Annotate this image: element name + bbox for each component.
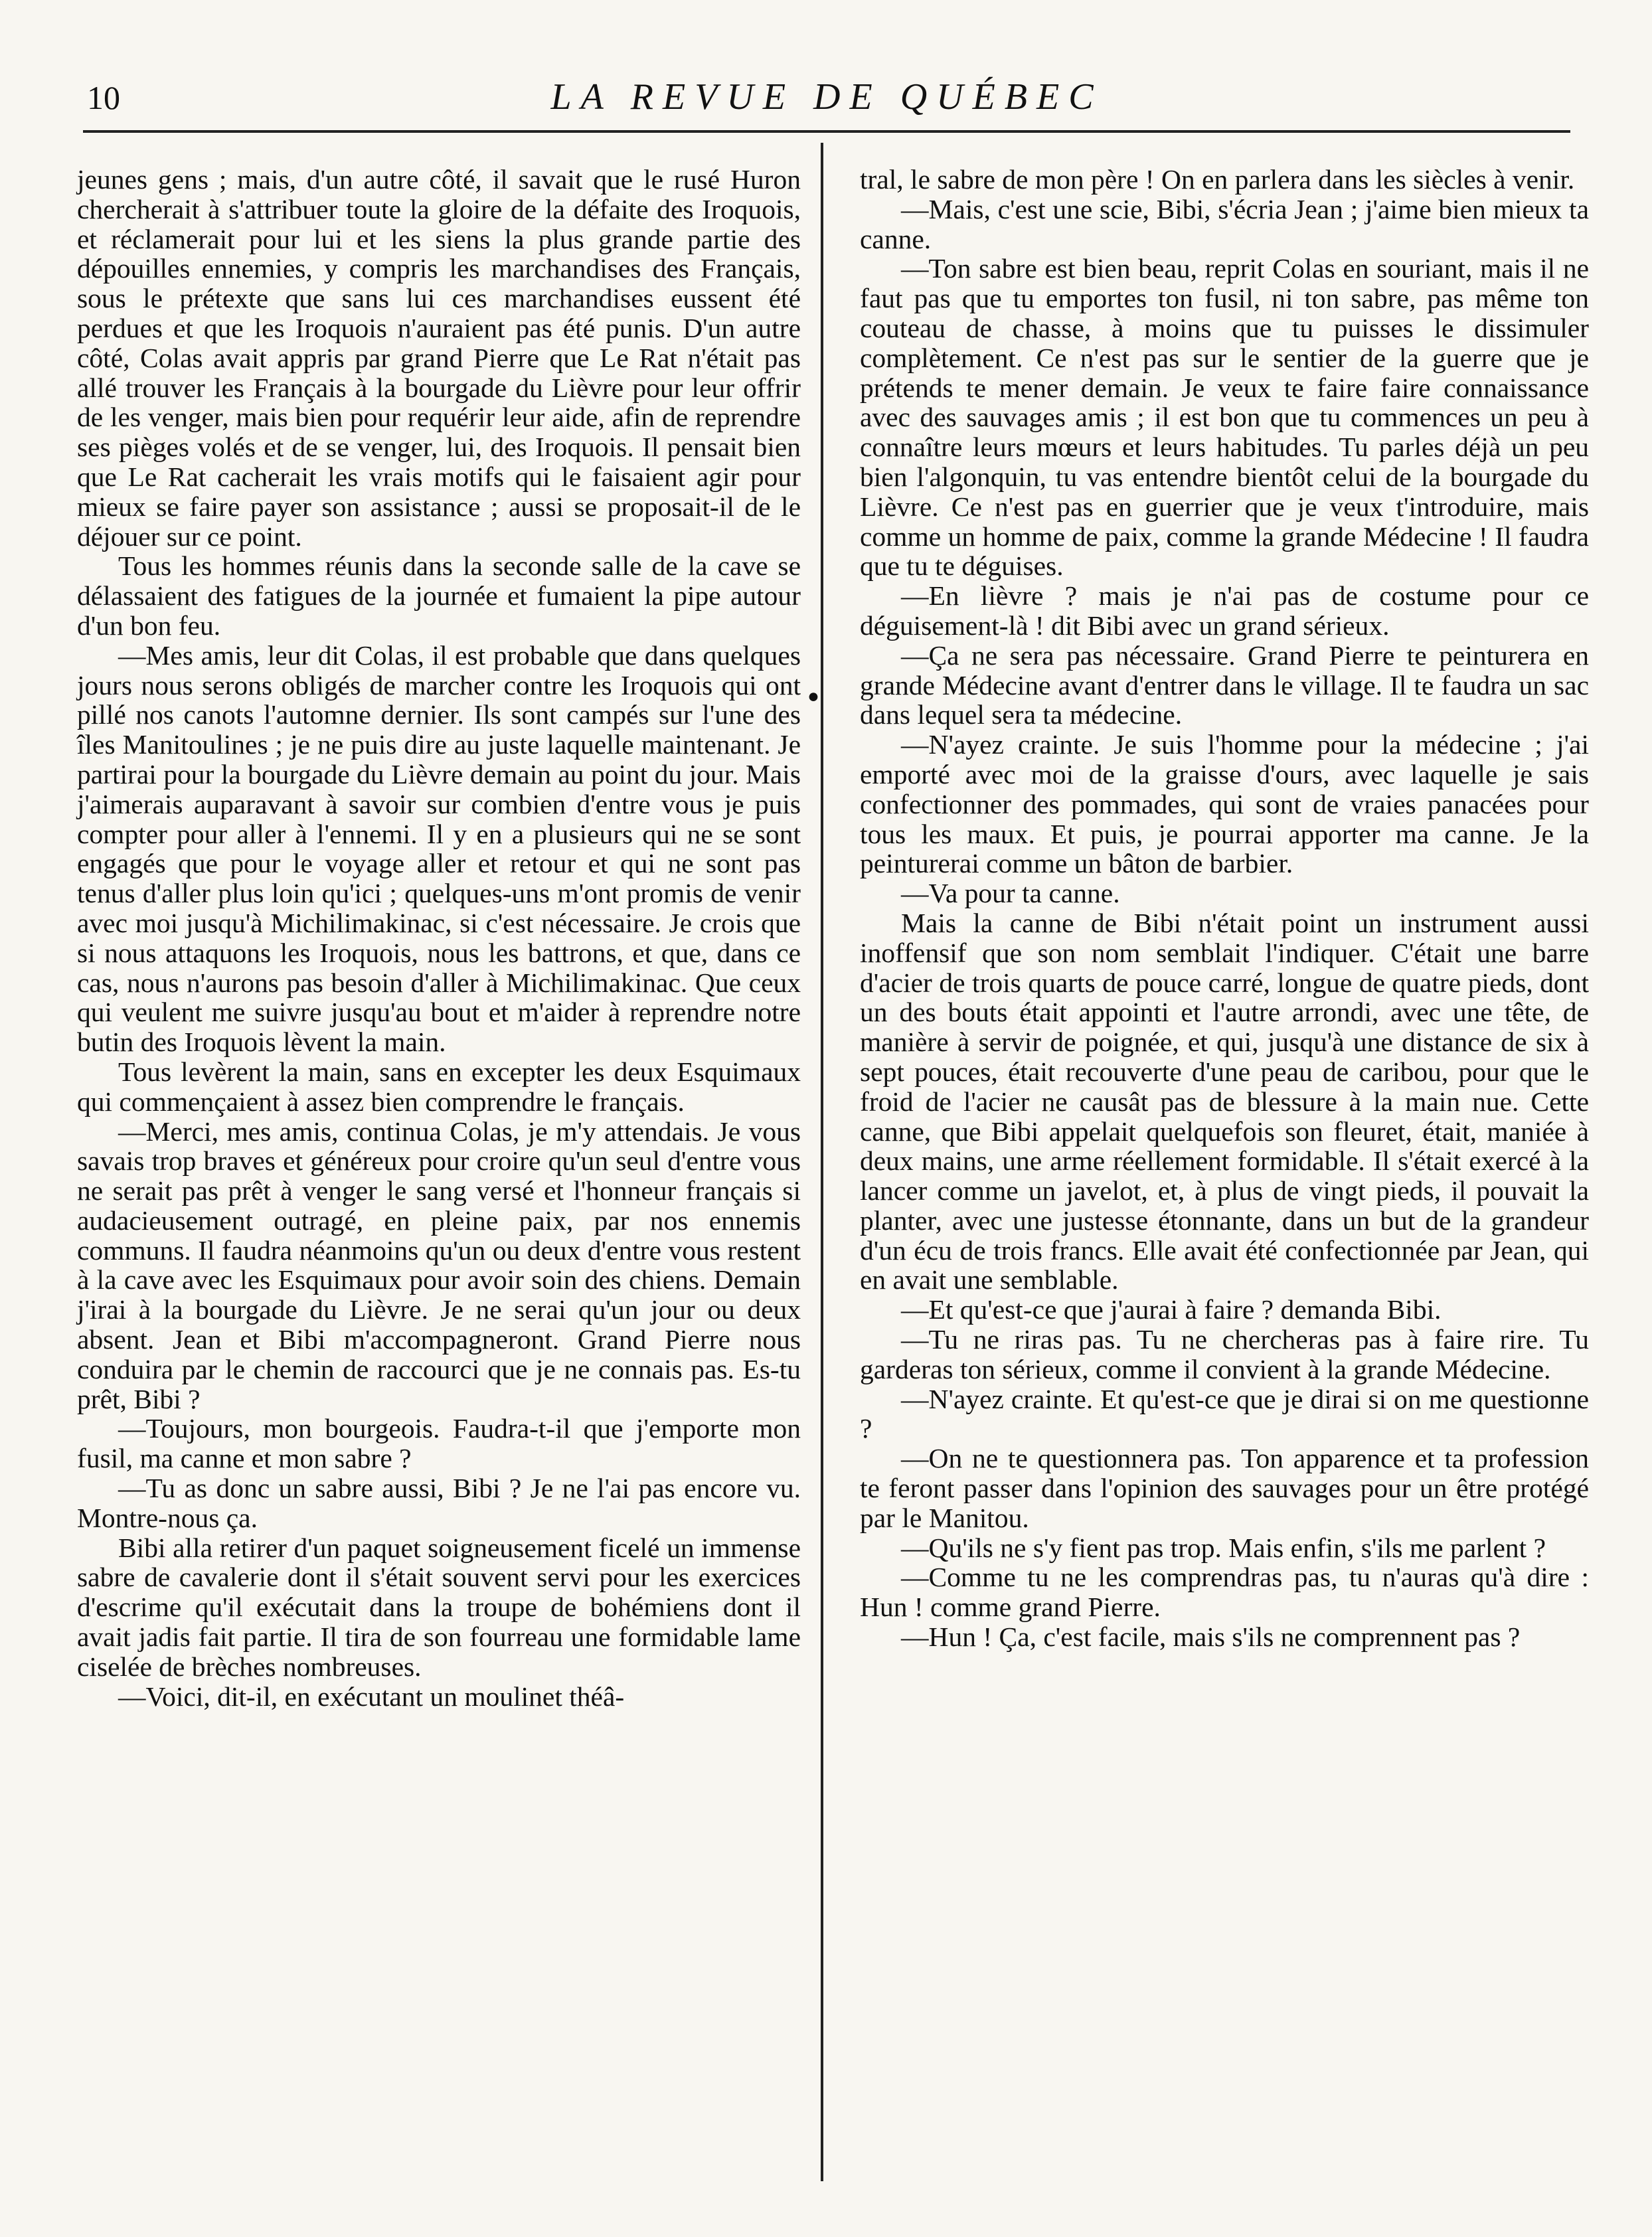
paragraph: —En lièvre ? mais je n'ai pas de costume pour ce déguisement-là ! dit Bibi avec un grand sérieux. xyxy=(860,580,1589,641)
paragraph: —Tu ne riras pas. Tu ne chercheras pas à faire rire. Tu garderas ton sérieux, comme il convient à la grande Médecine. xyxy=(860,1324,1589,1384)
paragraph: Bibi alla retirer d'un paquet soigneusement ficelé un immense sabre de cavalerie dont il s'était souvent servi pour les exercices d'escrime qu'il exécutait dans la troupe de bohémiens dont il avait jadis fait partie. Il tira de son fourreau une formidable lame ciselée de brèches nombreuses. xyxy=(77,1532,801,1682)
paragraph: —Va pour ta canne. xyxy=(901,878,1120,909)
paragraph: —Mais, c'est une scie, Bibi, s'écria Jean ; j'aime bien mieux ta canne. xyxy=(860,193,1589,254)
paragraph: —Ton sabre est bien beau, reprit Colas en souriant, mais il ne faut pas que tu emportes ton fusil, ni ton sabre, pas même ton couteau de chasse, à moins que tu puisses le dissimuler complètement. Ce n'est pas sur le sentier de la guerre que je prétends te mener demain. Je veux te faire faire connaissance avec des sauvages amis ; il est bon que tu commences un peu à connaître leurs mœurs et leurs habitudes. Tu parles déjà un peu bien l'algonquin, tu vas entendre bientôt celui de la bourgade du Lièvre. Ce n'est pas en guerrier que je veux t'introduire, mais comme un homme de paix, comme la grande Médecine ! Il faudra que tu te déguises. xyxy=(860,253,1589,582)
paragraph: —Toujours, mon bourgeois. Faudra-t-il que j'emporte mon fusil, ma canne et mon sabre ? xyxy=(77,1413,801,1474)
header-rule xyxy=(83,130,1570,133)
paragraph: Tous les hommes réunis dans la seconde salle de la cave se délassaient des fatigues de la journée et fumaient la pipe autour d'un bon feu. xyxy=(77,550,801,641)
paragraph: —Qu'ils ne s'y fient pas trop. Mais enfin, s'ils me parlent ? xyxy=(901,1532,1546,1563)
paragraph: —N'ayez crainte. Je suis l'homme pour la médecine ; j'ai emporté avec moi de la graisse d'ours, avec laquelle je sais confectionner des pommades, qui sont de vraies panacées pour tous les maux. Et puis, je pourrai apporter ma canne. Je la peinturerai comme un bâton de barbier. xyxy=(860,729,1589,879)
paragraph: —Tu as donc un sabre aussi, Bibi ? Je ne l'ai pas encore vu. Montre-nous ça. xyxy=(77,1473,801,1533)
paragraph: —Comme tu ne les comprendras pas, tu n'auras qu'à dire : Hun ! comme grand Pierre. xyxy=(860,1562,1589,1623)
paragraph: Tous levèrent la main, sans en excepter les deux Esquimaux qui commençaient à assez bien comprendre le français. xyxy=(77,1056,801,1117)
paragraph: jeunes gens ; mais, d'un autre côté, il savait que le rusé Huron chercherait à s'attribuer toute la gloire de la défaite des Iroquois, et réclamerait pour lui et les siens la plus grande partie des dépouilles ennemies, y compris les marchandises des Français, sous le prétexte que sans lui ces marchandises eussent été perdues et que les Iroquois n'auraient pas été punis. D'un autre côté, Colas avait appris par grand Pierre que Le Rat n'était pas allé trouver les Français à la bourgade du Lièvre pour leur offrir de les venger, mais bien pour requérir leur aide, afin de reprendre ses pièges volés et de se venger, lui, des Iroquois. Il pensait bien que Le Rat cacherait les vrais motifs qui le faisaient agir pour mieux se faire payer son assistance ; aussi se proposait-il de le déjouer sur ce point. xyxy=(77,164,801,552)
paragraph: —Mes amis, leur dit Colas, il est probable que dans quelques jours nous serons obligés de marcher contre les Iroquois qui ont pillé nos canots l'automne dernier. Ils sont campés sur l'une des îles Manitoulines ; je ne puis dire au juste laquelle maintenant. Je partirai pour la bourgade du Lièvre demain au point du jour. Mais j'aimerais auparavant à savoir sur combien d'entre vous je puis compter pour aller à l'ennemi. Il y en a plusieurs qui ne se sont engagés que pour le voyage aller et retour et qui ne sont pas tenus d'aller plus loin qu'ici ; quelques-uns m'ont promis de venir avec moi jusqu'à Michilimakinac, si c'est nécessaire. Je crois que si nous attaquons les Iroquois, nous les battrons, et que, dans ce cas, nous n'aurons pas besoin d'aller à Michilimakinac. Que ceux qui veulent me suivre jusqu'au bout et m'aider à reprendre notre butin des Iroquois lèvent la main. xyxy=(77,639,801,1058)
paragraph: —Et qu'est-ce que j'aurai à faire ? demanda Bibi. xyxy=(901,1294,1442,1325)
paragraph: —N'ayez crainte. Et qu'est-ce que je dirai si on me questionne ? xyxy=(860,1383,1589,1444)
paragraph: —Ça ne sera pas nécessaire. Grand Pierre te peinturera en grande Médecine avant d'entrer dans le village. Il te faudra un sac dans lequel sera ta médecine. xyxy=(860,639,1589,730)
paragraph: —Hun ! Ça, c'est facile, mais s'ils ne comprennent pas ? xyxy=(901,1621,1521,1653)
bullet-mark-icon: • xyxy=(805,681,822,715)
paragraph: tral, le sabre de mon père ! On en parlera dans les siècles à venir. xyxy=(860,164,1575,195)
left-column xyxy=(77,165,801,1711)
right-column xyxy=(860,165,1589,1652)
paragraph: —Merci, mes amis, continua Colas, je m'y attendais. Je vous savais trop braves et généreux pour croire qu'un seul d'entre vous ne serait pas prêt à venger le sang versé et l'honneur français si audacieusement outragé, en pleine paix, par nos ennemis communs. Il faudra néanmoins qu'un ou deux d'entre vous restent à la cave avec les Esquimaux pour avoir soin des chiens. Demain j'irai à la bourgade du Lièvre. Je ne serai qu'un jour ou deux absent. Jean et Bibi m'accompagneront. Grand Pierre nous conduira par le chemin de raccourci que je ne connais pas. Es-tu prêt, Bibi ? xyxy=(77,1116,801,1414)
journal-title: LA REVUE DE QUÉBEC xyxy=(550,76,1103,118)
page-header xyxy=(83,73,1570,126)
page-number: 10 xyxy=(87,79,120,116)
paragraph: —On ne te questionnera pas. Ton apparence et ta profession te feront passer dans l'opinion des sauvages pour un être protégé par le Manitou. xyxy=(860,1443,1589,1533)
paragraph: Mais la canne de Bibi n'était point un instrument aussi inoffensif que son nom semblait l'indiquer. C'était une barre d'acier de trois quarts de pouce carré, longue de quatre pieds, dont un des bouts était appointi et l'autre arrondi, avec une tête, de manière à servir de poignée, et qui, jusqu'à une distance de six à sept pouces, était recouverte d'une peau de caribou, pour que le froid de l'acier ne causât pas de blessure à la main nue. Cette canne, que Bibi appelait quelquefois son fleuret, était, maniée à deux mains, une arme réellement formidable. Il s'était exercé à la lancer comme un javelot, et, à plus de vingt pieds, il pouvait la planter, avec une justesse étonnante, dans un but de la grandeur d'un écu de trois francs. Elle avait été confectionnée par Jean, qui en avait une semblable. xyxy=(860,907,1589,1295)
paragraph: —Voici, dit-il, en exécutant un moulinet théâ- xyxy=(118,1681,625,1712)
column-divider xyxy=(821,143,823,2181)
